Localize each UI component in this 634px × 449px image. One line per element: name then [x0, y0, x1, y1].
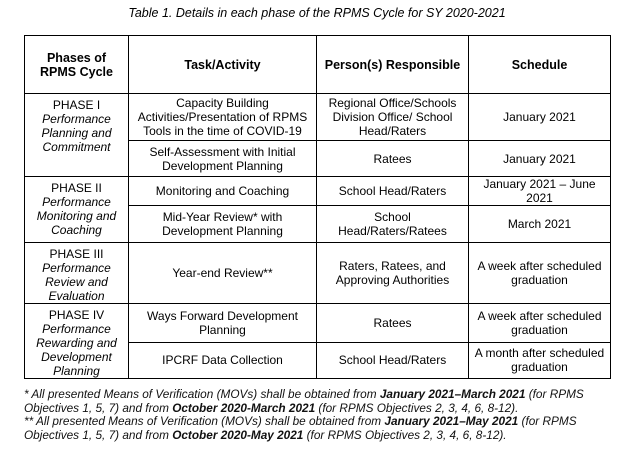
schedule-cell: A week after scheduled graduation — [469, 243, 611, 304]
person-cell: Regional Office/Schools Division Office/ School Head/Raters — [317, 94, 469, 141]
phase-1-cell — [25, 94, 129, 177]
person-cell: Raters, Ratees, and Approving Authorities — [317, 243, 469, 304]
table-row — [25, 304, 611, 343]
header-person: Person(s) Responsible — [317, 36, 469, 94]
footnotes — [24, 388, 624, 442]
schedule-cell: January 2021 — [469, 141, 611, 177]
header-task: Task/Activity — [129, 36, 317, 94]
task-cell: Year-end Review** — [129, 243, 317, 304]
phase-name: PHASE II — [51, 181, 102, 195]
rpms-phase-table — [24, 35, 611, 379]
phase-name: PHASE IV — [48, 308, 105, 322]
person-cell: Ratees — [317, 304, 469, 343]
task-cell: Ways Forward Development Planning — [129, 304, 317, 343]
task-cell: Self-Assessment with Initial Development Planning — [129, 141, 317, 177]
person-cell: School Head/Raters — [317, 342, 469, 378]
person-cell: Ratees — [317, 141, 469, 177]
task-cell: Monitoring and Coaching — [129, 177, 317, 206]
schedule-cell: January 2021 — [469, 94, 611, 141]
phase-3-cell — [25, 243, 129, 304]
phase-2-cell — [25, 177, 129, 243]
phase-name: PHASE III — [49, 247, 104, 261]
phase-description: Performance Monitoring and Coaching — [36, 195, 117, 237]
header-schedule: Schedule — [469, 36, 611, 94]
phase-description: Performance Rewarding and Development Planning — [36, 322, 117, 378]
table-row — [25, 243, 611, 304]
task-cell: Mid-Year Review* with Development Planning — [129, 206, 317, 243]
header-row — [25, 36, 611, 94]
table-caption: Table 1. Details in each phase of the RPMS Cycle for SY 2020-2021 — [128, 6, 506, 20]
phase-description: Performance Planning and Commitment — [41, 112, 112, 154]
schedule-cell: A week after scheduled graduation — [469, 304, 611, 343]
table-row — [25, 177, 611, 206]
table-row — [25, 94, 611, 141]
task-cell: Capacity Building Activities/Presentation of RPMS Tools in the time of COVID-19 — [129, 94, 317, 141]
header-phases: Phases of RPMS Cycle — [25, 36, 129, 94]
phase-4-cell — [25, 304, 129, 379]
schedule-cell: January 2021 – June 2021 — [469, 177, 611, 206]
phase-description: Performance Review and Evaluation — [42, 261, 111, 303]
schedule-cell: March 2021 — [469, 206, 611, 243]
phase-name: PHASE I — [52, 98, 101, 112]
footnote-double-asterisk: ** All presented Means of Verification (MOVs) shall be obtained from January 2021–May 2021 (for RPMS Objectives 1, 5, 7) and from October 2020-May 2021 (for RPMS Objectives 2, 3, 4, 6, 8-12). — [24, 414, 577, 442]
footnote-single-asterisk: * All presented Means of Verification (MOVs) shall be obtained from January 2021–March 2021 (for RPMS Objectives 1, 5, 7) and from October 2020-March 2021 (for RPMS Objectives 2, 3, 4, 6, 8-12). — [24, 387, 584, 415]
person-cell: School Head/Raters/Ratees — [317, 206, 469, 243]
person-cell: School Head/Raters — [317, 177, 469, 206]
task-cell: IPCRF Data Collection — [129, 342, 317, 378]
schedule-cell: A month after scheduled graduation — [469, 342, 611, 378]
